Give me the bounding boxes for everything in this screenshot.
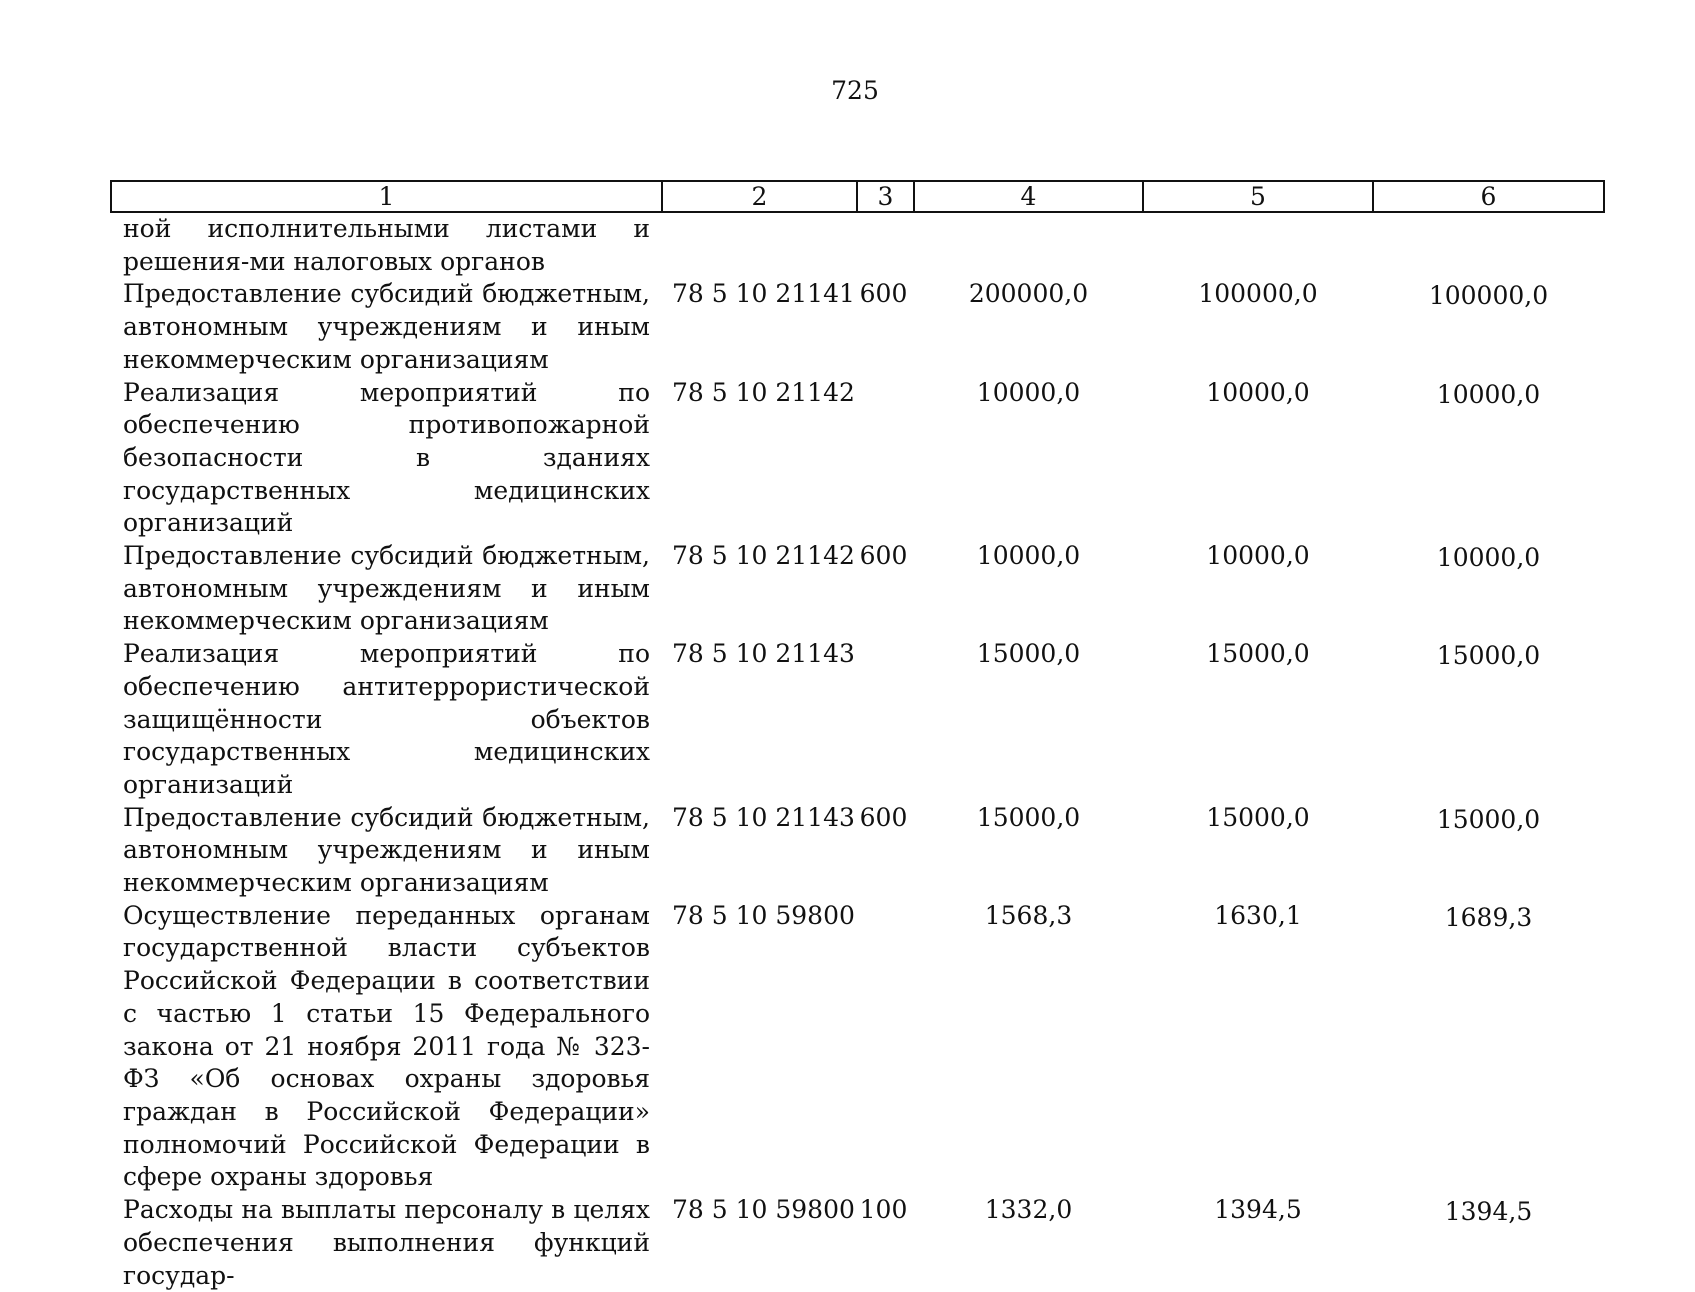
header-col-3: 3 (857, 181, 914, 212)
table-row (111, 278, 1604, 376)
row-value-4: 15000,0 (976, 639, 1081, 669)
table-row (111, 1194, 1604, 1292)
row-code: 78 5 10 21142 (672, 377, 855, 407)
row-type (857, 638, 914, 802)
row-value-6: 1394,5 (1444, 1197, 1533, 1227)
budget-table (110, 180, 1605, 1292)
row-value-6: 10000,0 (1436, 379, 1541, 409)
table-row (111, 377, 1604, 541)
table-body (111, 212, 1604, 1292)
row-name: Предоставление субсидий бюджетным, автономным учреждениям и иным некоммерческим организациям (123, 279, 650, 374)
row-name: Реализация мероприятий по обеспечению антитеррористической защищённости объектов государственных медицинских организаций (123, 639, 650, 799)
row-type: 600 (859, 279, 908, 309)
row-value-4: 1568,3 (984, 900, 1073, 930)
header-col-2: 2 (662, 181, 857, 212)
table-row (111, 638, 1604, 802)
header-col-1: 1 (111, 181, 662, 212)
row-value-5 (1143, 212, 1373, 278)
row-name: Реализация мероприятий по обеспечению противопожарной безопасности в зданиях государственных медицинских организаций (123, 377, 650, 538)
row-code (662, 212, 857, 278)
row-value-5: 1394,5 (1214, 1195, 1302, 1225)
table-row (111, 540, 1604, 638)
row-code: 78 5 10 21143 (672, 639, 855, 669)
row-type (857, 900, 914, 1194)
row-name: Предоставление субсидий бюджетным, автономным учреждениям и иным некоммерческим организациям (123, 802, 650, 898)
row-type (857, 377, 914, 541)
row-type: 600 (859, 541, 908, 571)
row-value-5: 1630,1 (1214, 900, 1302, 930)
row-value-5: 100000,0 (1198, 279, 1318, 309)
row-code: 78 5 10 21143 (672, 802, 855, 832)
row-value-5: 10000,0 (1206, 377, 1310, 407)
row-value-5: 15000,0 (1206, 802, 1310, 832)
row-name: Предоставление субсидий бюджетным, автономным учреждениям и иным некоммерческим организациям (123, 541, 650, 636)
row-value-6: 10000,0 (1436, 543, 1541, 573)
row-value-6 (1373, 212, 1604, 278)
row-value-4: 1332,0 (984, 1195, 1073, 1225)
row-value-4: 10000,0 (976, 377, 1081, 407)
header-col-5: 5 (1143, 181, 1373, 212)
table-row (111, 802, 1604, 900)
row-code: 78 5 10 21142 (672, 541, 855, 571)
header-row (111, 181, 1604, 212)
row-value-6: 15000,0 (1436, 804, 1541, 834)
table-row (111, 900, 1604, 1194)
row-name: ной исполнительными листами и решения-ми налоговых органов (123, 214, 650, 276)
row-value-6: 1689,3 (1444, 902, 1533, 932)
header-col-4: 4 (914, 181, 1143, 212)
row-value-5: 15000,0 (1206, 639, 1310, 669)
row-type: 100 (859, 1195, 908, 1225)
row-code: 78 5 10 59800 (672, 1195, 855, 1225)
row-name: Осуществление переданных органам государственной власти субъектов Российской Федерации в соответствии с частью 1 статьи 15 Федерального закона от 21 ноября 2011 года № 323-ФЗ «Об основах охраны здоровья граждан в Российской Федерации» полномочий Российской Федерации в сфере охраны здоровья (123, 900, 650, 1192)
row-value-4: 10000,0 (976, 541, 1081, 571)
row-code: 78 5 10 59800 (672, 900, 855, 930)
row-type: 600 (859, 802, 908, 832)
header-col-6: 6 (1373, 181, 1604, 212)
row-value-6: 15000,0 (1436, 641, 1541, 671)
row-value-4 (914, 212, 1143, 278)
row-value-4: 15000,0 (976, 802, 1081, 832)
row-value-6: 100000,0 (1428, 281, 1549, 311)
table-header (111, 181, 1604, 212)
row-name: Расходы на выплаты персоналу в целях обеспечения выполнения функций государ- (123, 1195, 650, 1290)
table-row (111, 212, 1604, 278)
page-number: 725 (831, 76, 879, 105)
row-value-4: 200000,0 (968, 279, 1089, 309)
row-type (857, 212, 914, 278)
row-code: 78 5 10 21141 (672, 279, 855, 309)
row-value-5: 10000,0 (1206, 541, 1310, 571)
